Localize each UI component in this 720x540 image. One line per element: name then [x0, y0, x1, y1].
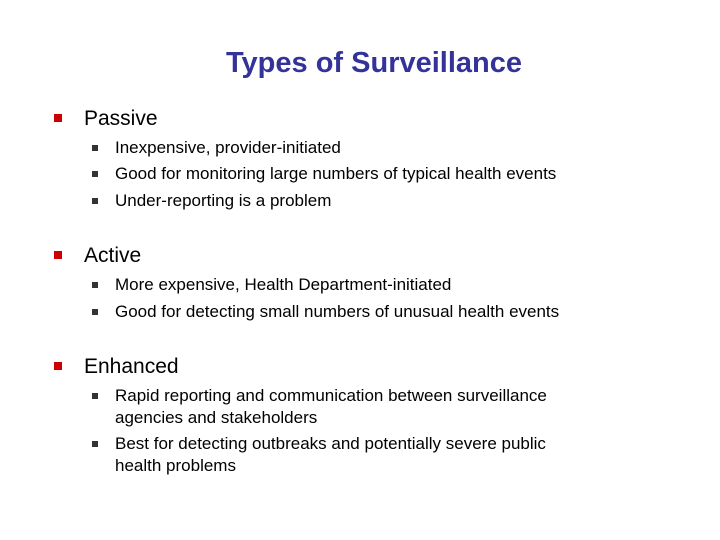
list-item-text-continuation: health problems	[115, 456, 236, 475]
square-bullet-icon	[92, 393, 98, 399]
square-bullet-icon	[92, 171, 98, 177]
square-bullet-icon	[54, 114, 62, 122]
list-item-text: Under-reporting is a problem	[115, 191, 332, 210]
section-heading: Active	[84, 244, 142, 267]
square-bullet-icon	[92, 198, 98, 204]
square-bullet-icon	[92, 441, 98, 447]
list-item-text: More expensive, Health Department-initiated	[115, 275, 452, 294]
section-heading: Enhanced	[84, 355, 179, 378]
list-item-text: Best for detecting outbreaks and potentially severe public	[115, 434, 546, 453]
slide-title: Types of Surveillance	[225, 47, 523, 79]
square-bullet-icon	[54, 362, 62, 370]
section-heading: Passive	[84, 107, 158, 130]
square-bullet-icon	[92, 309, 98, 315]
square-bullet-icon	[92, 282, 98, 288]
list-item-text: Good for monitoring large numbers of typical health events	[115, 164, 557, 183]
list-item-text: Inexpensive, provider-initiated	[115, 138, 341, 157]
square-bullet-icon	[92, 145, 98, 151]
list-item-text-continuation: agencies and stakeholders	[115, 408, 318, 427]
square-bullet-icon	[54, 251, 62, 259]
list-item-text: Good for detecting small numbers of unusual health events	[115, 302, 560, 321]
list-item-text: Rapid reporting and communication between surveillance	[115, 386, 547, 405]
